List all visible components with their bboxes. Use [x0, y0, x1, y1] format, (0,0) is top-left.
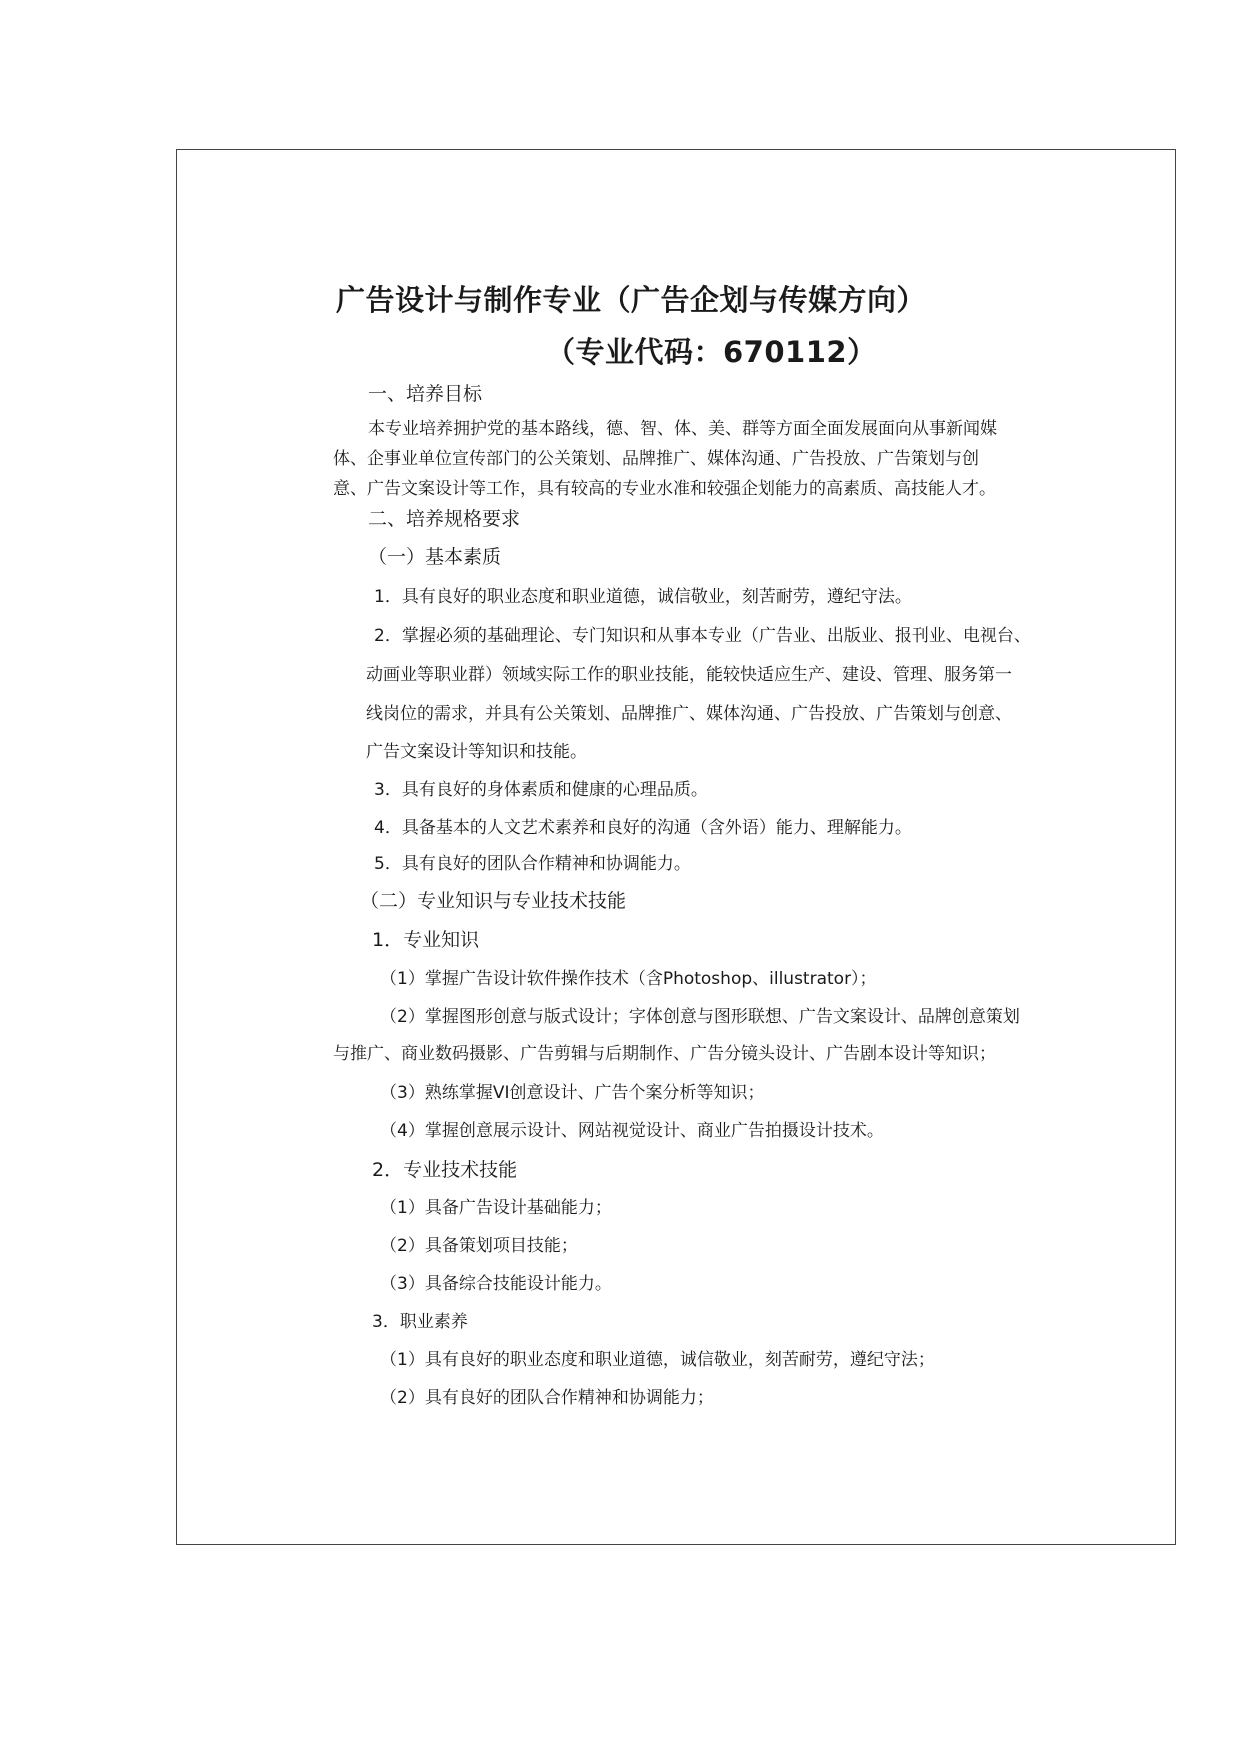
list-item: （2）掌握图形创意与版式设计；字体创意与图形联想、广告文案设计、品牌创意策划: [380, 1007, 1020, 1027]
list-item: （4）掌握创意展示设计、网站视觉设计、商业广告拍摄设计技术。: [380, 1121, 884, 1141]
list-item: （1）具备广告设计基础能力；: [380, 1198, 612, 1218]
list-item-continuation: 广告文案设计等知识和技能。: [366, 742, 587, 762]
item-heading-professional-knowledge: 1．专业知识: [372, 929, 480, 951]
list-item-continuation: 与推广、商业数码摄影、广告剪辑与后期制作、广告分镜头设计、广告剧本设计等知识；: [333, 1044, 996, 1064]
paragraph-line: 意、广告文案设计等工作，具有较高的专业水准和较强企划能力的高素质、高技能人才。: [333, 479, 996, 499]
list-item: （1）掌握广告设计软件操作技术（含Photoshop、illustrator）；: [380, 969, 877, 989]
section-heading-training-objective: 一、培养目标: [368, 383, 483, 405]
list-item: （1）具有良好的职业态度和职业道德，诚信敬业，刻苦耐劳，遵纪守法；: [380, 1350, 935, 1370]
item-heading-technical-skills: 2．专业技术技能: [372, 1159, 518, 1181]
list-item: （2）具有良好的团队合作精神和协调能力；: [380, 1388, 714, 1408]
list-item: （3）具备综合技能设计能力。: [380, 1274, 612, 1294]
subsection-heading-basic-quality: （一）基本素质: [368, 546, 502, 568]
list-item-continuation: 动画业等职业群）领域实际工作的职业技能，能较快适应生产、建设、管理、服务第一: [366, 665, 1012, 685]
subsection-heading-professional-knowledge-skills: （二）专业知识与专业技术技能: [360, 890, 627, 912]
list-item: 1．具有良好的职业态度和职业道德，诚信敬业，刻苦耐劳，遵纪守法。: [374, 587, 912, 607]
list-item: 5．具有良好的团队合作精神和协调能力。: [374, 854, 691, 874]
major-code: （专业代码：670112）: [546, 335, 877, 369]
list-item: 3．具有良好的身体素质和健康的心理品质。: [374, 780, 708, 800]
paragraph-line: 本专业培养拥护党的基本路线，德、智、体、美、群等方面全面发展面向从事新闻媒: [368, 419, 997, 439]
list-item: （3）熟练掌握VI创意设计、广告个案分析等知识；: [380, 1083, 765, 1103]
list-item: 2．掌握必须的基础理论、专门知识和从事本专业（广告业、出版业、报刊业、电视台、: [374, 626, 1031, 646]
paragraph-line: 体、企事业单位宣传部门的公关策划、品牌推广、媒体沟通、广告投放、广告策划与创: [333, 449, 979, 469]
section-heading-requirements: 二、培养规格要求: [368, 508, 521, 530]
list-item-continuation: 线岗位的需求，并具有公关策划、品牌推广、媒体沟通、广告投放、广告策划与创意、: [366, 704, 1012, 724]
list-item: 4．具备基本的人文艺术素养和良好的沟通（含外语）能力、理解能力。: [374, 818, 912, 838]
list-item: （2）具备策划项目技能；: [380, 1236, 578, 1256]
document-title: 广告设计与制作专业（广告企划与传媒方向）: [336, 283, 927, 317]
item-heading-professional-literacy: 3．职业素养: [372, 1312, 468, 1332]
